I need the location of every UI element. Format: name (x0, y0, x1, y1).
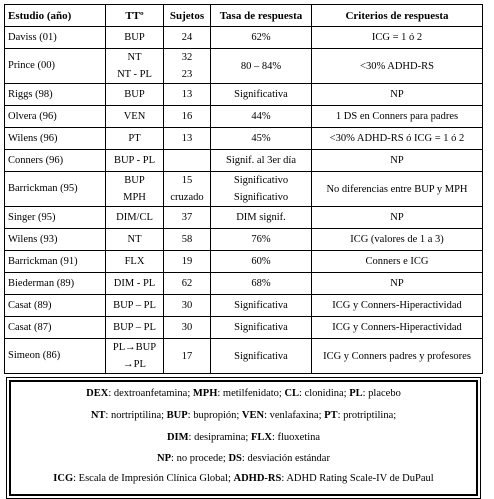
legend-abbreviation: PL (349, 388, 363, 399)
cell-subjects (164, 339, 211, 374)
cell-treatment-line: BUP (124, 88, 145, 100)
cell-response-criteria-line: ICG y Conners-Hiperactividad (332, 321, 462, 333)
cell-treatment-line: MPH (123, 192, 146, 203)
cell-subjects (164, 84, 211, 106)
cell-response-criteria (312, 49, 483, 84)
table-row (5, 49, 483, 84)
cell-response-rate-line: Significativa (234, 299, 288, 311)
cell-treatment (106, 49, 164, 84)
legend-definition: : desviación estándar (241, 453, 330, 464)
legend-definition: : ADHD Rating Scale-IV de DuPaul (281, 473, 434, 484)
cell-response-criteria-line: ICG y Conners-Hiperactividad (332, 299, 462, 311)
cell-study: Wilens (93) (5, 229, 106, 251)
abbreviations-legend (9, 380, 478, 496)
cell-study: Casat (89) (5, 295, 106, 317)
cell-subjects-line: 16 (181, 110, 193, 122)
cell-subjects (164, 106, 211, 128)
cell-subjects-line: 58 (181, 233, 193, 245)
legend-definition: : protriptilina; (337, 410, 397, 421)
cell-treatment-line: DIM/CL (116, 211, 153, 223)
cell-subjects-line: 15 (181, 175, 193, 186)
cell-response-rate-line: Significativa (234, 88, 288, 100)
cell-response-rate (211, 317, 312, 339)
cell-treatment (106, 84, 164, 106)
header-row (5, 5, 483, 27)
cell-response-criteria (312, 339, 483, 374)
cell-study: Riggs (98) (5, 84, 106, 106)
cell-response-criteria-line: NP (390, 277, 404, 289)
cell-response-rate (211, 339, 312, 374)
cell-response-rate (211, 273, 312, 295)
cell-study: Casat (87) (5, 317, 106, 339)
legend-definition: : desipramina; (188, 432, 251, 443)
cell-subjects-line: 13 (181, 132, 193, 144)
legend-definition: : clonidina; (299, 388, 350, 399)
cell-subjects-line: 19 (181, 255, 193, 267)
cell-treatment (106, 317, 164, 339)
cell-response-criteria (312, 172, 483, 207)
cell-treatment-line: BUP - PL (113, 154, 156, 166)
cell-subjects-line: cruzado (170, 192, 204, 203)
cell-treatment (106, 339, 164, 374)
cell-response-rate (211, 84, 312, 106)
cell-response-criteria-line: Conners e ICG (365, 255, 429, 267)
legend-line (11, 432, 476, 443)
cell-response-criteria-line: No diferencias entre BUP y MPH (326, 183, 468, 195)
cell-treatment-line: NT (127, 233, 142, 245)
cell-subjects (164, 128, 211, 150)
table-row (5, 150, 483, 172)
table-row (5, 295, 483, 317)
header-response-rate: Tasa de respuesta (211, 5, 312, 27)
studies-table (4, 4, 483, 374)
cell-response-rate (211, 150, 312, 172)
cell-treatment-line: PT (128, 132, 141, 144)
table-row (5, 84, 483, 106)
cell-treatment-line: DIM - PL (113, 277, 156, 289)
cell-treatment-line: NT - PL (117, 69, 152, 80)
cell-treatment-line: VEN (123, 110, 146, 122)
cell-subjects-line: 32 (181, 52, 193, 63)
cell-subjects-line: 62 (181, 277, 193, 289)
cell-response-criteria (312, 84, 483, 106)
legend-definition: : fluoxetina (271, 432, 321, 443)
cell-subjects (164, 27, 211, 49)
cell-response-rate (211, 27, 312, 49)
legend-definition: : bupropión; (187, 410, 242, 421)
cell-study: Barrickman (91) (5, 251, 106, 273)
cell-response-rate (211, 172, 312, 207)
legend-definition: : dextroanfetamina; (108, 388, 193, 399)
cell-treatment-line: FLX (124, 255, 145, 267)
legend-definition: : no procede; (171, 453, 229, 464)
cell-response-rate-line: 76% (251, 233, 271, 245)
table-row (5, 229, 483, 251)
legend-abbreviation: ICG (53, 473, 74, 484)
table-row (5, 339, 483, 374)
cell-response-rate (211, 128, 312, 150)
cell-subjects-line: 24 (181, 31, 193, 43)
legend-line (11, 473, 476, 484)
legend-abbreviation: NP (157, 453, 172, 464)
cell-response-rate-line: 80 – 84% (240, 60, 282, 72)
cell-response-criteria-line: <30% ADHD-RS (360, 60, 434, 72)
cell-response-criteria-line: <30% ADHD-RS ó ICG = 1 ó 2 (329, 132, 465, 144)
cell-response-rate-line: 62% (251, 31, 271, 43)
legend-abbreviation: NT (90, 410, 106, 421)
cell-subjects (164, 172, 211, 207)
table-row (5, 172, 483, 207)
cell-response-criteria-line: ICG = 1 ó 2 (371, 31, 423, 43)
cell-study: Singer (95) (5, 207, 106, 229)
cell-subjects (164, 273, 211, 295)
cell-subjects (164, 229, 211, 251)
cell-response-criteria (312, 251, 483, 273)
table-row (5, 128, 483, 150)
cell-response-criteria-line: NP (390, 88, 404, 100)
cell-treatment (106, 251, 164, 273)
legend-line (11, 410, 476, 421)
header-treatment: TTº (106, 5, 164, 27)
cell-subjects (164, 317, 211, 339)
cell-response-rate-line: Significativa (234, 321, 288, 333)
cell-response-rate-line: Significativo (233, 192, 289, 203)
cell-subjects-line: 23 (181, 69, 193, 80)
legend-abbreviation: MPH (192, 388, 218, 399)
cell-response-rate-line: DIM signif. (236, 211, 286, 223)
legend-definition: : metilfenidato; (217, 388, 285, 399)
legend-abbreviation: FLX (250, 432, 272, 443)
cell-treatment-line: BUP (124, 175, 145, 186)
cell-study: Simeon (86) (5, 339, 106, 374)
header-response-criteria: Criterios de respuesta (312, 5, 483, 27)
cell-response-rate (211, 295, 312, 317)
cell-response-criteria-line: NP (390, 154, 404, 166)
cell-subjects-line: 37 (181, 211, 193, 223)
cell-response-criteria (312, 317, 483, 339)
cell-subjects (164, 295, 211, 317)
table-row (5, 207, 483, 229)
cell-response-criteria (312, 106, 483, 128)
legend-line (11, 453, 476, 464)
legend-abbreviation: VEN (241, 410, 265, 421)
cell-study: Olvera (96) (5, 106, 106, 128)
legend-abbreviation: DS (228, 453, 242, 464)
cell-treatment-line: NT (127, 52, 142, 63)
legend-definition: : nortriptilina; (105, 410, 167, 421)
legend-line (11, 388, 476, 399)
cell-response-rate-line: Significativa (234, 350, 288, 362)
cell-study: Daviss (01) (5, 27, 106, 49)
legend-definition: : venlafaxina; (264, 410, 325, 421)
cell-response-rate (211, 207, 312, 229)
cell-treatment (106, 128, 164, 150)
cell-response-criteria-line: ICG (valores de 1 a 3) (350, 233, 444, 245)
cell-response-rate (211, 106, 312, 128)
cell-study: Prince (00) (5, 49, 106, 84)
cell-treatment (106, 172, 164, 207)
header-study: Estudio (año) (5, 5, 106, 27)
cell-subjects-line: 30 (181, 299, 193, 311)
cell-treatment (106, 229, 164, 251)
cell-response-rate (211, 229, 312, 251)
legend-abbreviation: DEX (86, 388, 109, 399)
table-row (5, 27, 483, 49)
cell-treatment (106, 273, 164, 295)
cell-response-criteria (312, 273, 483, 295)
table-row (5, 251, 483, 273)
cell-subjects-line: 30 (181, 321, 193, 333)
cell-study: Conners (96) (5, 150, 106, 172)
cell-study: Wilens (96) (5, 128, 106, 150)
cell-response-rate-line: Signif. al 3er día (226, 154, 296, 166)
cell-treatment (106, 207, 164, 229)
cell-treatment-line: BUP (124, 31, 145, 43)
cell-response-criteria (312, 27, 483, 49)
header-subjects: Sujetos (164, 5, 211, 27)
cell-subjects (164, 150, 211, 172)
cell-response-criteria (312, 229, 483, 251)
cell-subjects (164, 49, 211, 84)
cell-treatment (106, 106, 164, 128)
cell-study: Barrickman (95) (5, 172, 106, 207)
legend-abbreviation: BUP (166, 410, 188, 421)
cell-treatment-line: BUP – PL (113, 299, 156, 311)
table-row (5, 317, 483, 339)
cell-response-rate (211, 251, 312, 273)
cell-treatment (106, 150, 164, 172)
cell-response-criteria (312, 207, 483, 229)
cell-response-rate-line: 44% (251, 110, 271, 122)
cell-subjects (164, 207, 211, 229)
cell-response-rate-line: Significativo (233, 175, 289, 186)
cell-treatment-line: →PL (123, 359, 146, 370)
cell-subjects-line: 17 (181, 350, 193, 362)
cell-treatment (106, 295, 164, 317)
cell-response-criteria (312, 128, 483, 150)
cell-response-rate (211, 49, 312, 84)
legend-abbreviation: DIM (166, 432, 189, 443)
cell-response-rate-line: 60% (251, 255, 271, 267)
cell-response-criteria-line: NP (390, 211, 404, 223)
legend-abbreviation: PT (324, 410, 338, 421)
cell-response-criteria (312, 150, 483, 172)
cell-subjects (164, 251, 211, 273)
table-row (5, 273, 483, 295)
cell-response-criteria-line: ICG y Conners padres y profesores (323, 350, 471, 362)
cell-study: Biederman (89) (5, 273, 106, 295)
legend-abbreviation: CL (284, 388, 300, 399)
cell-response-criteria (312, 295, 483, 317)
cell-treatment-line: BUP – PL (113, 321, 156, 333)
legend-abbreviation: ADHD-RS (233, 473, 282, 484)
cell-response-criteria-line: 1 DS en Conners para padres (335, 110, 459, 122)
table-row (5, 106, 483, 128)
legend-definition: : Escala de Impresión Clínica Global; (73, 473, 234, 484)
legend-definition: : placebo (362, 388, 401, 399)
cell-response-rate-line: 68% (251, 277, 271, 289)
cell-response-rate-line: 45% (251, 132, 271, 144)
cell-treatment-line: PL→BUP (112, 342, 157, 353)
cell-treatment (106, 27, 164, 49)
cell-subjects-line: 13 (181, 88, 193, 100)
